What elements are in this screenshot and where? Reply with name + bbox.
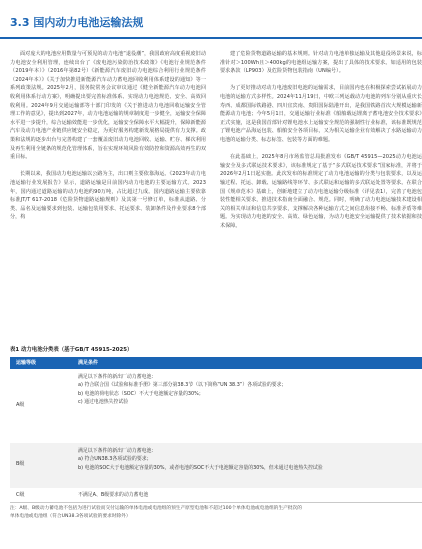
table-header-grade: 运输等级 <box>16 360 37 366</box>
conditions-cell <box>78 491 418 499</box>
condition-line: 不满足A、B级要求的动力蓄电池 <box>78 492 149 498</box>
table-note <box>10 505 422 521</box>
body-paragraph: 在此基础上，2025年8月市场监管总局批准发布《GB/T 45915—2025动力电池运输安全及多式联运技术要求》，该标准规定了基于“多式联运技术要求”国家标准，并将于2026年2月1日起实施。此次发布的标准规定了动力电池运输的分类与包装要求，以及运输过程、托运、卸载、运输路线等环节、多式联运和运输的多式联运处置等要求。在联合国《规章范本》基础上，创新地建立了动力电池运输分级标准（详见表1），完善了电池包装性能相关要求，推进技术指南全面融合、规范。同时，明确了动力电池运输技术建设相关的相关单证和信息共享要求，支撑解决各种运输方式之间信息衔接不畅、标准矛盾等难题。为实现动力电池的安全、高效、绿色运输，为动力电池安全运输提供了技术依据和技术保障。 <box>220 154 422 229</box>
left-text-column <box>10 50 206 340</box>
condition-line: a) 符合联合国《试验和标准手册》第三部分第38.3节（以下简称“UN 38.3”）各项试验的要求； <box>78 382 287 389</box>
condition-line: 满足以下条件的新出厂动力蓄电池： <box>78 448 157 454</box>
right-text-column <box>220 50 422 340</box>
conditions-cell <box>78 373 418 406</box>
section-header <box>0 0 422 44</box>
body-paragraph: 面对庞大的电池应用数量与可预见的动力电池“退役潮”，我国政府高度重视废旧动力电池安全利用管理，连续出台了《废电池污染防治技术政策》《电池行业规范条件（2019年本）》（2016年第82号）《新能源汽车废旧动力电池综合利用行业规范条件（2024年本）》《关于加快推进新能源汽车动力蓄电池回收利用体系建设的通知》等一系列政策法规。2025年2月，国务院常务会议审议通过《健全新能源汽车动力电池回收利用体系行动方案》，明确提出要完善标准体系、实现动力电池规范、安全、高效回收利用。2024年9月交通运输部等十部门印发的《关于推进动力电池回收运输安全管理工作的意见》，提出到2027年，动力电池运输的规章制度进一步健全，运输安全保障水平进一步提升，综合运输效能进一步优化，运输安全保障水平大幅提升，保障新能源汽车及动力电池产业链供应链安全稳定，为更好服务构建新发展格局提供有力支撑。政策和法规的逐步出台与完善构建了一套覆盖废旧动力电池回收、运输、贮存、梯次利用及再生利用全链条的规范化管理体系，旨在实现环境风险有效防控和资源高效再生的双重目标。 <box>10 51 206 161</box>
body-paragraph: 为了更好推动对动力电池废旧电池的运输需求，目前国内也在积极探索尝试拓展动力电池的运输方式多样性。2024年11月19日，中欧三列运载动力电池的列车分别从重庆长寿西、成都国际铁路港、四川宜宾南、贵阳国际陆港开出，是我国铁路首次大规模运输新能源动力电池；今年5月1日，交通运输行业标准《船舶载运锂离子蓄电池安全技术要求》正式实施，这是我国首部针对锂电池水上运输安全规范的强制性行业标准，该标准既规范了锂电池产品海运包装、船舶安全各项目标，又为相关运输企业有效解决了水路运输动力电池的运输分类、标志标签、包装等方面的难题。 <box>220 85 422 143</box>
condition-line: b) 电池的SOC大于电池额定容量的30%，或者电池的SOC不大于电池额定容量的30%，但未通过电池热失控试验 <box>78 464 323 471</box>
table-title: 表1 动力电池分类表（基于GB/T 45915-2025） <box>10 347 133 353</box>
condition-line: a) 符合UN38.3各项试验的要求； <box>78 456 152 463</box>
body-paragraph: 长期以来，我国动力电池运输以公路为主，出口则主要依靠海运。《2023年动力电池运输行业发展报告》显示，道路运输是目前国内动力电池的主要运输方式。2023年，国内通过道路运输的动力电池约90万吨，占比超过九成。国内道路运输主要依靠标准JT/T 617-2018《危险货物道路运输规则》及其第一号修订单，标准从道路、分类、品名及运输要求到包装、运输包装用要求、托运要求、装卸条件及作业要求8个部分，构 <box>10 171 206 221</box>
condition-line: 满足以下条件的新出厂动力蓄电池： <box>78 374 157 380</box>
body-paragraph: 建了危险货物道路运输的基本规则。针对动力电池单独运输及其他退役场景来说，标准针对＞100Wh且＞400kg的电池组运输方案，提出了具体的技术要求。如适用的包装要求条款（LP903）及危险货物包装指南（UN编号）。 <box>220 51 422 75</box>
table-header-conditions: 满足条件 <box>78 360 99 366</box>
condition-line: b) 电池的荷电状态（SOC）不大于电池额定容量的30%； <box>78 390 204 397</box>
grade-cell: B级 <box>16 461 25 467</box>
grade-cell: A级 <box>16 402 25 408</box>
table-row <box>10 369 422 444</box>
condition-line: c) 通过电池热失控试验 <box>78 398 129 405</box>
table-header-row <box>10 357 422 369</box>
table-row <box>10 488 422 503</box>
section-title-rule <box>0 37 422 39</box>
section-title: 3.3 国内动力电池运输法规 <box>10 16 144 29</box>
note-line: 单体电池或电池组（符合UN38.3各项试验的要求时除外） <box>10 514 131 519</box>
grade-cell: C级 <box>16 492 25 498</box>
note-line: 注：A级、B级动力蓄电池不包括为进行试验而交付运输的单体电池或电池组的预生产原型电池和不超过100个单体电池或电池组的生产批次的 <box>10 506 302 511</box>
table-row <box>10 443 422 489</box>
conditions-cell <box>78 447 418 472</box>
